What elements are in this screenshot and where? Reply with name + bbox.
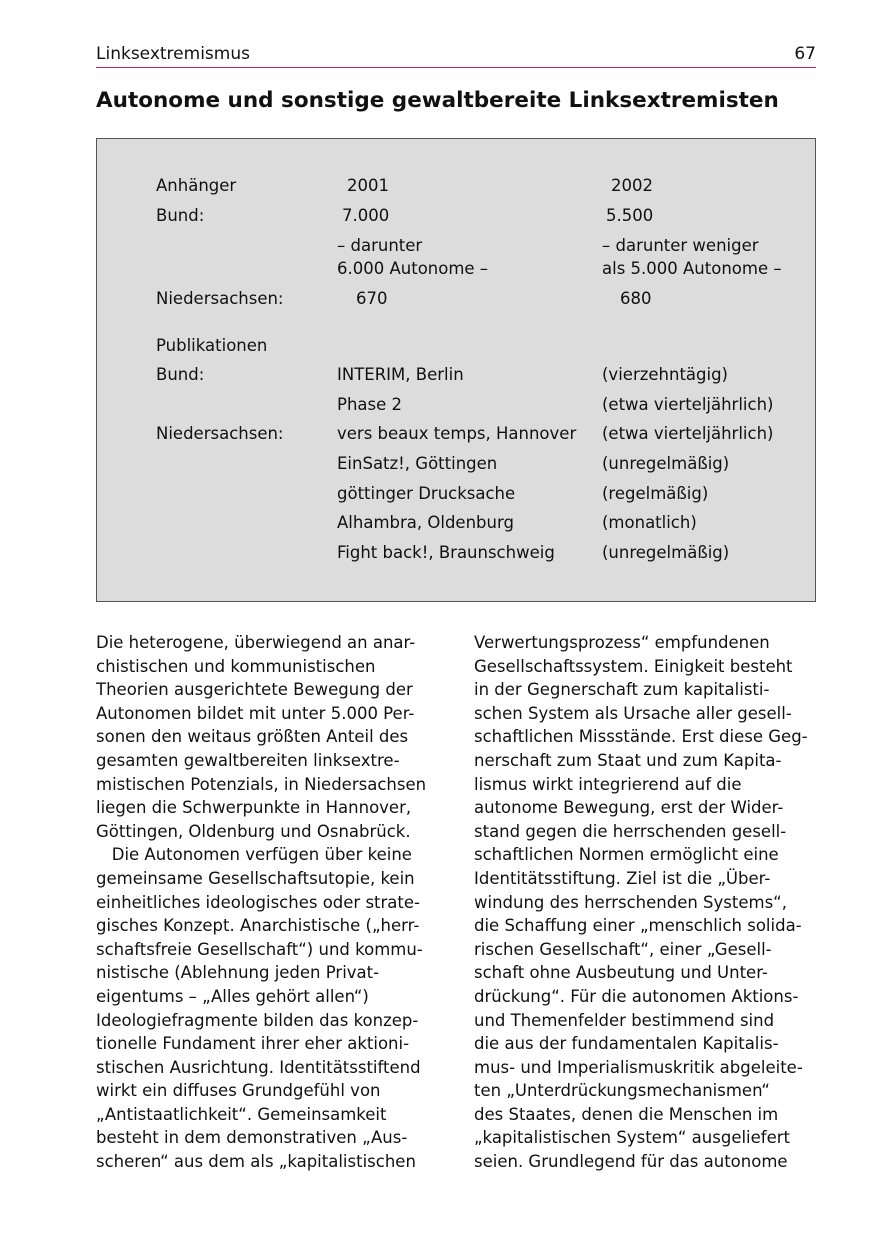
publication-frequency: (etwa vierteljährlich): [602, 424, 774, 443]
year-2002-header: 2002: [611, 176, 653, 195]
publication-title: INTERIM, Berlin: [337, 365, 464, 384]
body-line: drückung“. Für die autonomen Aktions-: [474, 986, 799, 1006]
body-line: die Schaffung einer „menschlich solida-: [474, 916, 802, 936]
body-line: liegen die Schwerpunkte in Hannover,: [96, 798, 412, 818]
note-2001-line1: – darunter: [337, 236, 423, 255]
publication-title: göttinger Drucksache: [337, 484, 516, 503]
publication-frequency: (unregelmäßig): [602, 454, 730, 473]
body-line: gisches Konzept. Anarchistische („herr-: [96, 916, 420, 936]
note-2002-line1: – darunter weniger: [602, 236, 759, 255]
body-line: besteht in dem demonstrativen „Aus-: [96, 1128, 408, 1148]
body-line: Autonomen bildet mit unter 5.000 Per-: [96, 703, 415, 723]
body-text-right-column: [474, 631, 808, 1174]
body-line: Verwertungsprozess“ empfundenen: [474, 633, 770, 652]
publikationen-label: Publikationen: [156, 336, 268, 355]
publication-title: Alhambra, Oldenburg: [337, 513, 514, 532]
body-line: Gesellschaftssystem. Einigkeit besteht: [474, 656, 793, 676]
publication-title: vers beaux temps, Hannover: [337, 424, 577, 443]
publication-title: Fight back!, Braunschweig: [337, 543, 555, 562]
body-line: gemeinsame Gesellschaftsutopie, kein: [96, 868, 415, 888]
body-line: eigentums – „Alles gehört allen“): [96, 986, 369, 1006]
anhaenger-label: Anhänger: [156, 176, 237, 195]
header-rule: [96, 67, 816, 68]
body-line: tionelle Fundament ihrer eher aktioni-: [96, 1034, 410, 1054]
statistics-infobox: [96, 138, 816, 602]
body-line: lismus wirkt integrierend auf die: [474, 774, 742, 794]
body-line: schaft ohne Ausbeutung und Unter-: [474, 963, 768, 983]
bund-label: Bund:: [156, 206, 205, 225]
body-line: in der Gegnerschaft zum kapitalisti-: [474, 680, 770, 700]
body-line: nerschaft zum Staat und zum Kapita-: [474, 750, 782, 770]
publication-frequency: (regelmäßig): [602, 484, 709, 503]
body-line: nistische (Ablehnung jeden Privat-: [96, 963, 380, 983]
body-line: stischen Ausrichtung. Identitätsstiftend: [96, 1057, 421, 1077]
publication-frequency: (monatlich): [602, 513, 697, 532]
body-line: autonome Bewegung, erst der Wider-: [474, 798, 784, 818]
publication-title: Phase 2: [337, 395, 403, 414]
body-line: Identitätsstiftung. Ziel ist die „Über-: [474, 868, 771, 888]
publication-region: Niedersachsen:: [156, 424, 284, 443]
body-line: Die Autonomen verfügen über keine: [96, 845, 412, 865]
body-line: seien. Grundlegend für das autonome: [474, 1152, 788, 1172]
body-line: scheren“ aus dem als „kapitalistischen: [96, 1152, 416, 1172]
body-line: „kapitalistischen System“ ausgeliefert: [474, 1128, 791, 1148]
year-2001-header: 2001: [347, 176, 389, 195]
body-line: Theorien ausgerichtete Bewegung der: [96, 680, 413, 700]
body-line: rischen Gesellschaft“, einer „Gesell-: [474, 939, 772, 959]
page-number: 67: [794, 44, 816, 64]
body-line: wirkt ein diffuses Grundgefühl von: [96, 1081, 381, 1101]
body-line: „Antistaatlichkeit“. Gemeinsamkeit: [96, 1104, 387, 1124]
body-line: des Staates, denen die Menschen im: [474, 1104, 779, 1124]
body-line: sonen den weitaus größten Anteil des: [96, 727, 409, 747]
body-line: gesamten gewaltbereiten linksextre-: [96, 750, 400, 770]
running-header-section: Linksextremismus: [96, 44, 250, 64]
publication-frequency: (unregelmäßig): [602, 543, 730, 562]
body-line: Ideologiefragmente bilden das konzep-: [96, 1010, 419, 1030]
body-line: schaftlichen Normen ermöglicht eine: [474, 845, 779, 865]
bund-2001-value: 7.000: [342, 206, 390, 225]
note-2001-line2: 6.000 Autonome –: [337, 259, 489, 278]
body-line: und Themenfelder bestimmend sind: [474, 1010, 775, 1030]
note-2002-line2: als 5.000 Autonome –: [602, 259, 782, 278]
page-title: Autonome und sonstige gewaltbereite Linksextremisten: [96, 88, 779, 113]
body-line: Göttingen, Oldenburg und Osnabrück.: [96, 821, 411, 841]
niedersachsen-2001-value: 670: [356, 289, 388, 308]
body-line: schaftsfreie Gesellschaft“) und kommu-: [96, 939, 423, 959]
body-line: mus- und Imperialismuskritik abgeleite-: [474, 1057, 803, 1077]
publication-title: EinSatz!, Göttingen: [337, 454, 498, 473]
niedersachsen-2002-value: 680: [620, 289, 652, 308]
body-line: schen System als Ursache aller gesell-: [474, 703, 792, 723]
body-line: ten „Unterdrückungsmechanismen“: [474, 1081, 770, 1101]
body-line: windung des herrschenden Systems“,: [474, 892, 787, 912]
bund-2002-value: 5.500: [606, 206, 654, 225]
body-line: stand gegen die herrschenden gesell-: [474, 821, 787, 841]
publication-frequency: (vierzehntägig): [602, 365, 728, 384]
publication-frequency: (etwa vierteljährlich): [602, 395, 774, 414]
publication-region: Bund:: [156, 365, 205, 384]
body-line: die aus der fundamentalen Kapitalis-: [474, 1034, 779, 1054]
body-line: chistischen und kommunistischen: [96, 656, 376, 676]
body-text-left-column: [96, 631, 426, 1174]
body-line: schaftlichen Missstände. Erst diese Geg-: [474, 727, 808, 747]
body-line: Die heterogene, überwiegend an anar-: [96, 633, 416, 652]
niedersachsen-label: Niedersachsen:: [156, 289, 284, 308]
body-line: mistischen Potenzials, in Niedersachsen: [96, 774, 427, 794]
body-line: einheitliches ideologisches oder strate-: [96, 892, 420, 912]
